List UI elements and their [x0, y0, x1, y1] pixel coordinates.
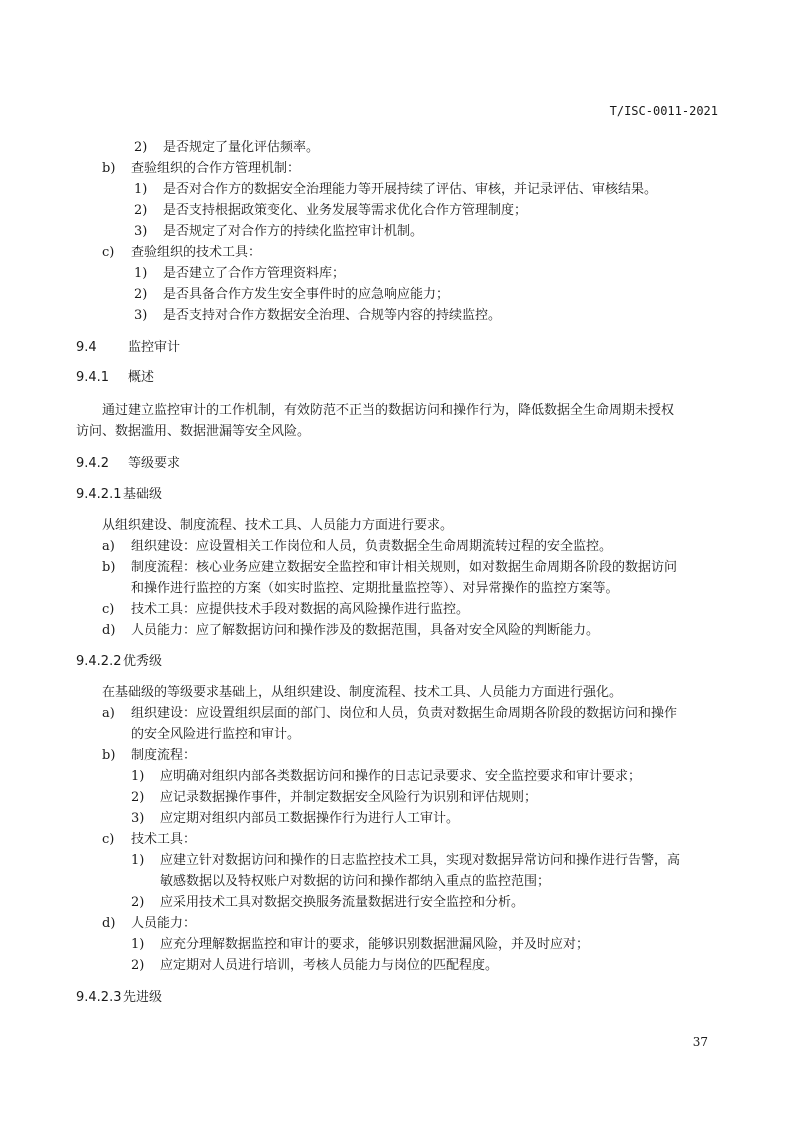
- list-item-continuation: 敏感数据以及特权账户对数据的访问和操作都纳入重点的监控范围；: [160, 874, 551, 889]
- item-label: 3): [131, 811, 145, 826]
- paragraph-line: 通过建立监控审计的工作机制，有效防范不正当的数据访问和操作行为，降低数据全生命周期未授权: [102, 403, 675, 418]
- item-text: 是否建立了合作方管理资料库；: [163, 266, 346, 281]
- list-item: [102, 560, 677, 575]
- section-heading: [76, 340, 180, 355]
- list-item: [102, 539, 612, 554]
- item-text: 应定期对组织内部员工数据操作行为进行人工审计。: [160, 811, 460, 826]
- item-text: 人员能力：: [131, 916, 197, 931]
- list-item: [131, 769, 641, 784]
- list-item: [131, 958, 498, 973]
- section-title: 先进级: [123, 990, 163, 1005]
- item-text: 应采用技术工具对数据交换服务流量数据进行安全监控和分析。: [160, 895, 525, 910]
- list-item: [134, 308, 501, 323]
- section-number: 9.4.2.2: [76, 654, 122, 669]
- section-heading: [76, 456, 180, 471]
- section-title: 等级要求: [128, 456, 181, 471]
- list-item: [102, 916, 196, 931]
- document-id: T/ISC-0011-2021: [609, 104, 718, 118]
- section-title: 优秀级: [123, 654, 163, 669]
- list-item-continuation: 和操作进行监控的方案（如实时监控、定期批量监控等）、对异常操作的监控方案等。: [131, 581, 619, 596]
- list-item: [134, 287, 449, 302]
- item-label: 3): [134, 308, 148, 323]
- list-item: [102, 832, 196, 847]
- item-label: c): [102, 602, 115, 617]
- list-item: [102, 623, 599, 638]
- list-item: [134, 203, 527, 218]
- section-number: 9.4.2.3: [76, 990, 122, 1005]
- section-number: 9.4.2.1: [76, 487, 122, 502]
- item-text: 组织建设：应设置组织层面的部门、岗位和人员，负责对数据生命周期各阶段的数据访问和操作: [131, 706, 678, 721]
- item-label: b): [102, 161, 116, 176]
- item-text: 应记录数据操作事件，并制定数据安全风险行为识别和评估规则；: [160, 790, 538, 805]
- item-label: 1): [131, 853, 145, 868]
- section-title: 监控审计: [128, 340, 181, 355]
- list-item: [102, 706, 677, 721]
- item-label: a): [102, 539, 115, 554]
- item-label: 2): [134, 140, 148, 155]
- item-label: 2): [131, 958, 145, 973]
- item-text: 制度流程：: [131, 748, 197, 763]
- item-label: 1): [131, 937, 145, 952]
- item-label: 2): [131, 895, 145, 910]
- item-label: 2): [134, 287, 148, 302]
- section-title: 概述: [128, 370, 155, 385]
- page-number: 37: [692, 1035, 708, 1049]
- list-item: [131, 895, 524, 910]
- section-number: 9.4.1: [76, 370, 110, 385]
- item-label: c): [102, 832, 115, 847]
- list-item-continuation: 的安全风险进行监控和审计。: [131, 727, 301, 742]
- list-item: [131, 937, 589, 952]
- item-label: 1): [134, 182, 148, 197]
- item-label: d): [102, 623, 116, 638]
- paragraph-line: 访问、数据滥用、数据泄漏等安全风险。: [76, 424, 311, 439]
- item-label: b): [102, 560, 116, 575]
- item-label: 2): [131, 790, 145, 805]
- item-label: 2): [134, 203, 148, 218]
- item-text: 人员能力：应了解数据访问和操作涉及的数据范围，具备对安全风险的判断能力。: [131, 623, 600, 638]
- item-text: 应充分理解数据监控和审计的要求，能够识别数据泄漏风险，并及时应对；: [160, 937, 590, 952]
- item-text: 应建立针对数据访问和操作的日志监控技术工具，实现对数据异常访问和操作进行告警，高: [160, 853, 681, 868]
- item-text: 是否对合作方的数据安全治理能力等开展持续了评估、审核，并记录评估、审核结果。: [163, 182, 658, 197]
- item-text: 是否规定了对合作方的持续化监控审计机制。: [163, 224, 424, 239]
- section-number: 9.4: [76, 340, 97, 355]
- list-item: [131, 811, 459, 826]
- item-label: 1): [134, 266, 148, 281]
- item-text: 应定期对人员进行培训，考核人员能力与岗位的匹配程度。: [160, 958, 499, 973]
- item-label: c): [102, 245, 115, 260]
- list-item: [134, 224, 423, 239]
- item-label: 3): [134, 224, 148, 239]
- item-text: 查验组织的技术工具：: [131, 245, 262, 260]
- paragraph-line: 在基础级的等级要求基础上，从组织建设、制度流程、技术工具、人员能力方面进行强化。: [102, 685, 623, 700]
- item-text: 是否支持对合作方数据安全治理、合规等内容的持续监控。: [163, 308, 502, 323]
- item-text: 技术工具：应提供技术手段对数据的高风险操作进行监控。: [131, 602, 470, 617]
- list-item: [134, 140, 319, 155]
- item-label: a): [102, 706, 115, 721]
- section-title: 基础级: [123, 487, 163, 502]
- section-heading: [76, 487, 162, 502]
- list-item: [102, 245, 261, 260]
- item-text: 是否规定了量化评估频率。: [163, 140, 320, 155]
- list-item: [102, 161, 300, 176]
- item-text: 技术工具：: [131, 832, 197, 847]
- item-text: 制度流程：核心业务应建立数据安全监控和审计相关规则，如对数据生命周期各阶段的数据访问: [131, 560, 678, 575]
- item-text: 组织建设：应设置相关工作岗位和人员，负责数据全生命周期流转过程的安全监控。: [131, 539, 613, 554]
- item-label: d): [102, 916, 116, 931]
- section-heading: [76, 654, 162, 669]
- item-text: 是否具备合作方发生安全事件时的应急响应能力；: [163, 287, 450, 302]
- section-heading: [76, 990, 162, 1005]
- item-label: b): [102, 748, 116, 763]
- list-item: [102, 748, 196, 763]
- item-text: 应明确对组织内部各类数据访问和操作的日志记录要求、安全监控要求和审计要求；: [160, 769, 642, 784]
- list-item: [131, 790, 537, 805]
- list-item: [131, 853, 680, 868]
- list-item: [134, 266, 345, 281]
- list-item: [102, 602, 469, 617]
- list-item: [134, 182, 657, 197]
- section-number: 9.4.2: [76, 456, 110, 471]
- item-text: 是否支持根据政策变化、业务发展等需求优化合作方管理制度；: [163, 203, 528, 218]
- section-heading: [76, 370, 154, 385]
- item-text: 查验组织的合作方管理机制：: [131, 161, 301, 176]
- paragraph-line: 从组织建设、制度流程、技术工具、人员能力方面进行要求。: [102, 518, 454, 533]
- item-label: 1): [131, 769, 145, 784]
